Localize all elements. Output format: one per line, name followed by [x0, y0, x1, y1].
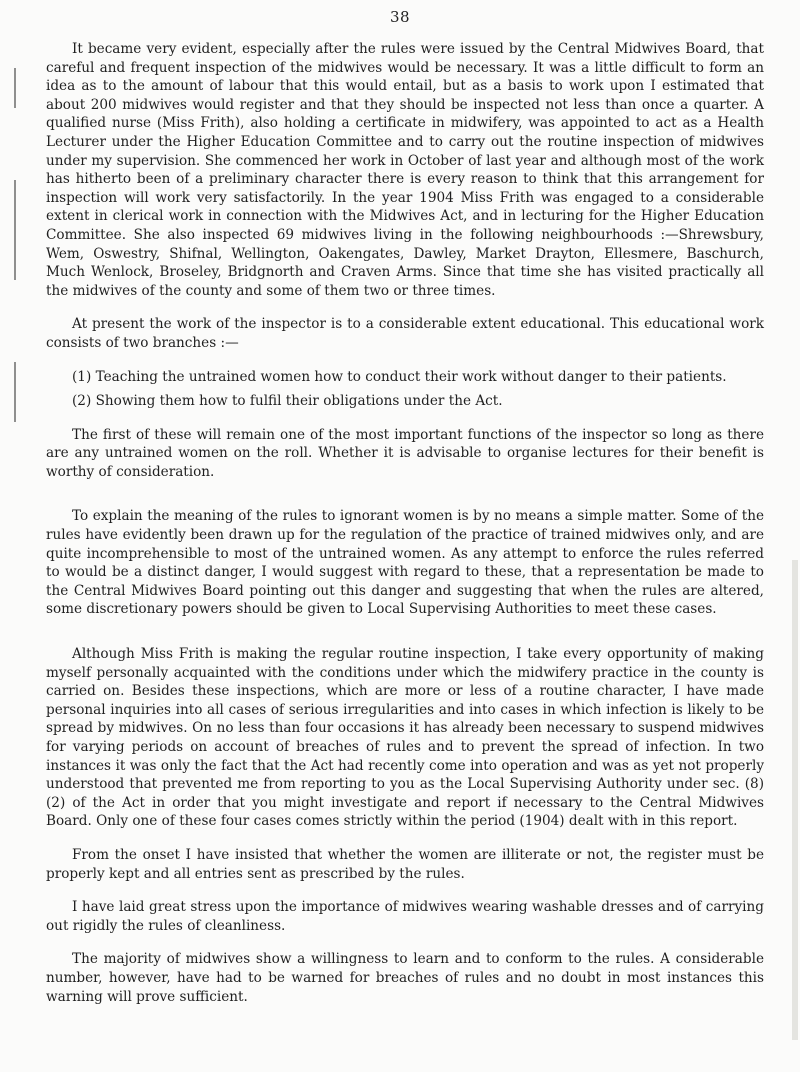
margin-pencil-mark — [14, 180, 16, 280]
margin-pencil-mark — [14, 68, 16, 108]
paragraph-personal-inquiries: Although Miss Frith is making the regular routine inspection, I take every opportunity of making myself personally acquainted with the conditions under which the midwifery practice in the county is carried on. Besides these inspections, which are more or less of a routine character, I have made personal inquiries into all cases of serious irregularities and into cases in which infection is likely to be spread by midwives. On no less than four occasions it has already been necessary to suspend midwives for varying periods on account of breaches of rules and to prevent the spread of infection. In two instances it was only the fact that the Act had recently come into operation and was as yet not properly understood that prevented me from reporting to you as the Local Supervising Authority under sec. (8) (2) of the Act in order that you might investigate and report if necessary to the Central Midwives Board. Only one of these four cases comes strictly within the period (1904) dealt with in this report. — [46, 646, 764, 830]
paragraph-explaining-rules: To explain the meaning of the rules to ignorant women is by no means a simple matter. Some of the rules have evidently been drawn up for the regulation of the practice of trained midwives only, and are quite incomprehensible to most of the untrained women. As any attempt to enforce the rules referred to would be a distinct danger, I would suggest with regard to these, that a representation be made to the Central Midwives Board pointing out this danger and suggesting that when the rules are altered, some discretionary powers should be given to Local Supervising Authorities to meet these cases. — [46, 508, 764, 618]
paragraph-untrained-women: The first of these will remain one of the most important functions of the inspector so long as there are any untrained women on the roll. Whether it is advisable to organise lectures for their benefit is worthy of consideration. — [46, 426, 764, 480]
list-item-teaching: (1) Teaching the untrained women how to conduct their work without danger to their patients. — [72, 368, 727, 385]
paragraph-register: From the onset I have insisted that whether the women are illiterate or not, the register must be properly kept and all entries sent as prescribed by the rules. — [46, 846, 764, 882]
margin-pencil-mark — [14, 362, 16, 422]
list-item-obligations: (2) Showing them how to fulfil their obligations under the Act. — [72, 393, 503, 410]
report-body — [46, 40, 764, 1021]
paragraph-cleanliness: I have laid great stress upon the importance of midwives wearing washable dresses and of carrying out rigidly the rules of cleanliness. — [46, 899, 764, 934]
paragraph-midwife-inspection: It became very evident, especially after the rules were issued by the Central Midwives Board, that careful and frequent inspection of the midwives would be necessary. It was a little difficult to form an idea as to the amount of labour that this would entail, but as a basis to work upon I estimated that about 200 midwives would register and that they should be inspected not less than once a quarter. A qualified nurse (Miss Frith), also holding a certificate in midwifery, was appointed to act as a Health Lecturer under the Higher Education Committee and to carry out the routine inspection of midwives under my supervision. She commenced her work in October of last year and although most of the work has hitherto been of a preliminary character there is every reason to think that this arrangement for inspection will work very satisfactorily. In the year 1904 Miss Frith was engaged to a considerable extent in clerical work in connection with the Midwives Act, and in lecturing for the Higher Education Committee. She also inspected 69 midwives living in the following neighbourhoods :—Shrewsbury, Wem, Oswestry, Shifnal, Wellington, Oakengates, Dawley, Market Drayton, Ellesmere, Baschurch, Much Wenlock, Broseley, Bridgnorth and Craven Arms. Since that time she has visited practically all the midwives of the county and some of them two or three times. — [46, 41, 764, 299]
page-edge-shadow — [792, 560, 798, 1040]
page-number: 38 — [389, 8, 411, 26]
paragraph-educational-work: At present the work of the inspector is to a considerable extent educational. This educational work consists of two branches :— — [46, 316, 764, 351]
paragraph-willingness: The majority of midwives show a willingness to learn and to conform to the rules. A considerable number, however, have had to be warned for breaches of rules and no doubt in most instances this warning will prove sufficient. — [46, 951, 764, 1005]
